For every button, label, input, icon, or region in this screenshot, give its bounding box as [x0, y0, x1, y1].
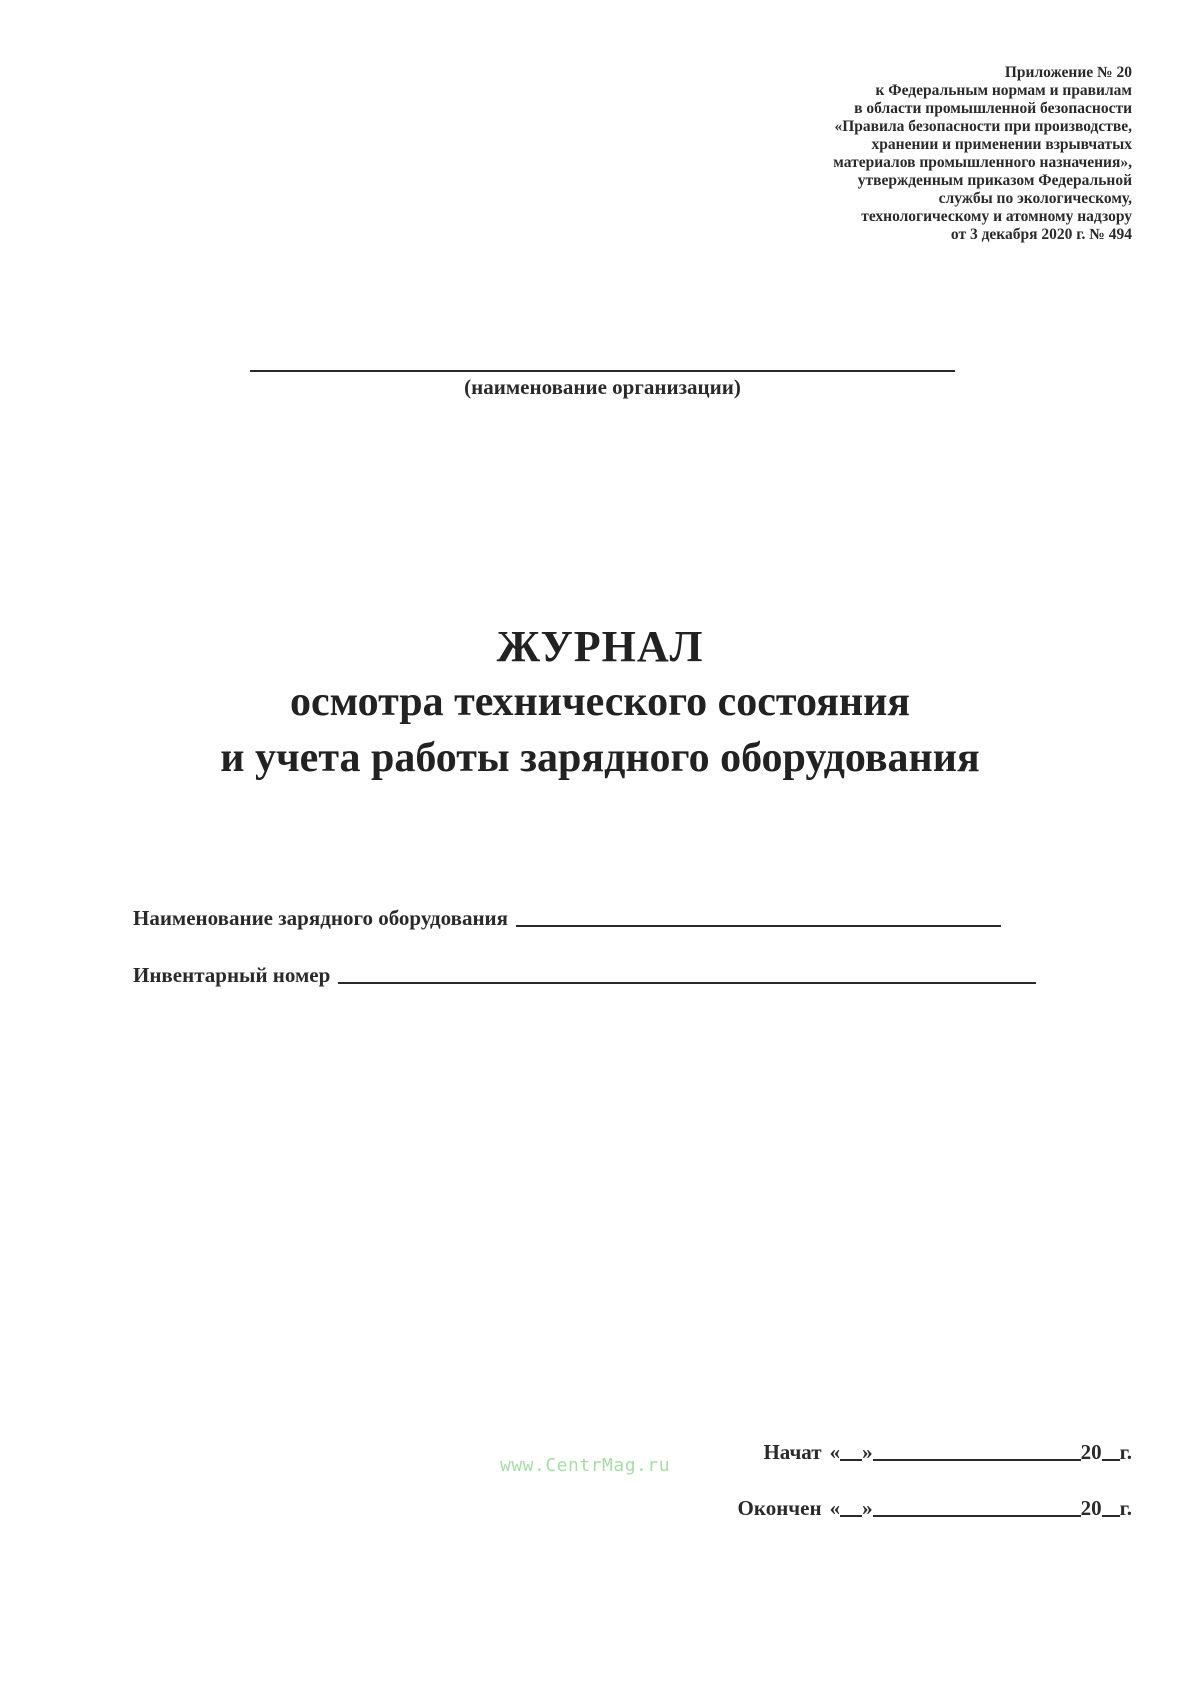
appendix-line: службы по экологическому, — [938, 190, 1132, 207]
close-quote: » — [862, 1440, 873, 1464]
title-line-3: и учета работы зарядного оборудования — [220, 735, 980, 781]
appendix-line: технологическому и атомному надзору — [861, 208, 1132, 225]
year-blank — [1102, 1458, 1120, 1461]
title-line-2: осмотра технического состояния — [289, 679, 911, 725]
appendix-line: в области промышленной безопасности — [854, 100, 1132, 117]
year-prefix: 20 — [1080, 1440, 1102, 1464]
close-quote: » — [862, 1496, 873, 1520]
equipment-name-label: Наименование зарядного оборудования — [133, 906, 509, 930]
appendix-line: материалов промышленного назначения», — [833, 154, 1132, 171]
month-blank — [873, 1458, 1081, 1461]
appendix-block — [692, 64, 1132, 244]
title-main: ЖУРНАЛ — [496, 622, 704, 671]
equipment-name-blank — [516, 924, 1001, 927]
organization-caption: (наименование организации) — [464, 375, 741, 399]
watermark: www.CentrMag.ru — [500, 1455, 671, 1476]
inventory-number-label: Инвентарный номер — [133, 963, 331, 987]
year-suffix: г. — [1119, 1496, 1132, 1520]
day-blank — [840, 1458, 862, 1461]
day-blank — [840, 1514, 862, 1517]
appendix-line: к Федеральным нормам и правилам — [875, 82, 1132, 99]
appendix-line: утвержденным приказом Федеральной — [857, 172, 1132, 189]
open-quote: « — [829, 1440, 841, 1464]
year-blank — [1102, 1514, 1120, 1517]
year-suffix: г. — [1119, 1440, 1132, 1464]
appendix-line: хранении и применении взрывчатых — [871, 136, 1132, 153]
appendix-line: от 3 декабря 2020 г. № 494 — [950, 226, 1132, 243]
month-blank — [873, 1514, 1081, 1517]
end-date-label: Окончен — [737, 1496, 822, 1520]
organization-name-line — [250, 370, 955, 372]
start-date-label: Начат — [763, 1440, 822, 1464]
appendix-line: Приложение № 20 — [1004, 64, 1132, 81]
open-quote: « — [829, 1496, 841, 1520]
inventory-number-field — [133, 963, 1036, 988]
start-date-row — [763, 1440, 1132, 1465]
inventory-number-blank — [338, 981, 1036, 984]
appendix-line: «Правила безопасности при производстве, — [834, 118, 1132, 135]
equipment-name-field — [133, 906, 1001, 931]
journal-title — [0, 620, 1200, 786]
year-prefix: 20 — [1080, 1496, 1102, 1520]
end-date-row — [738, 1496, 1132, 1521]
